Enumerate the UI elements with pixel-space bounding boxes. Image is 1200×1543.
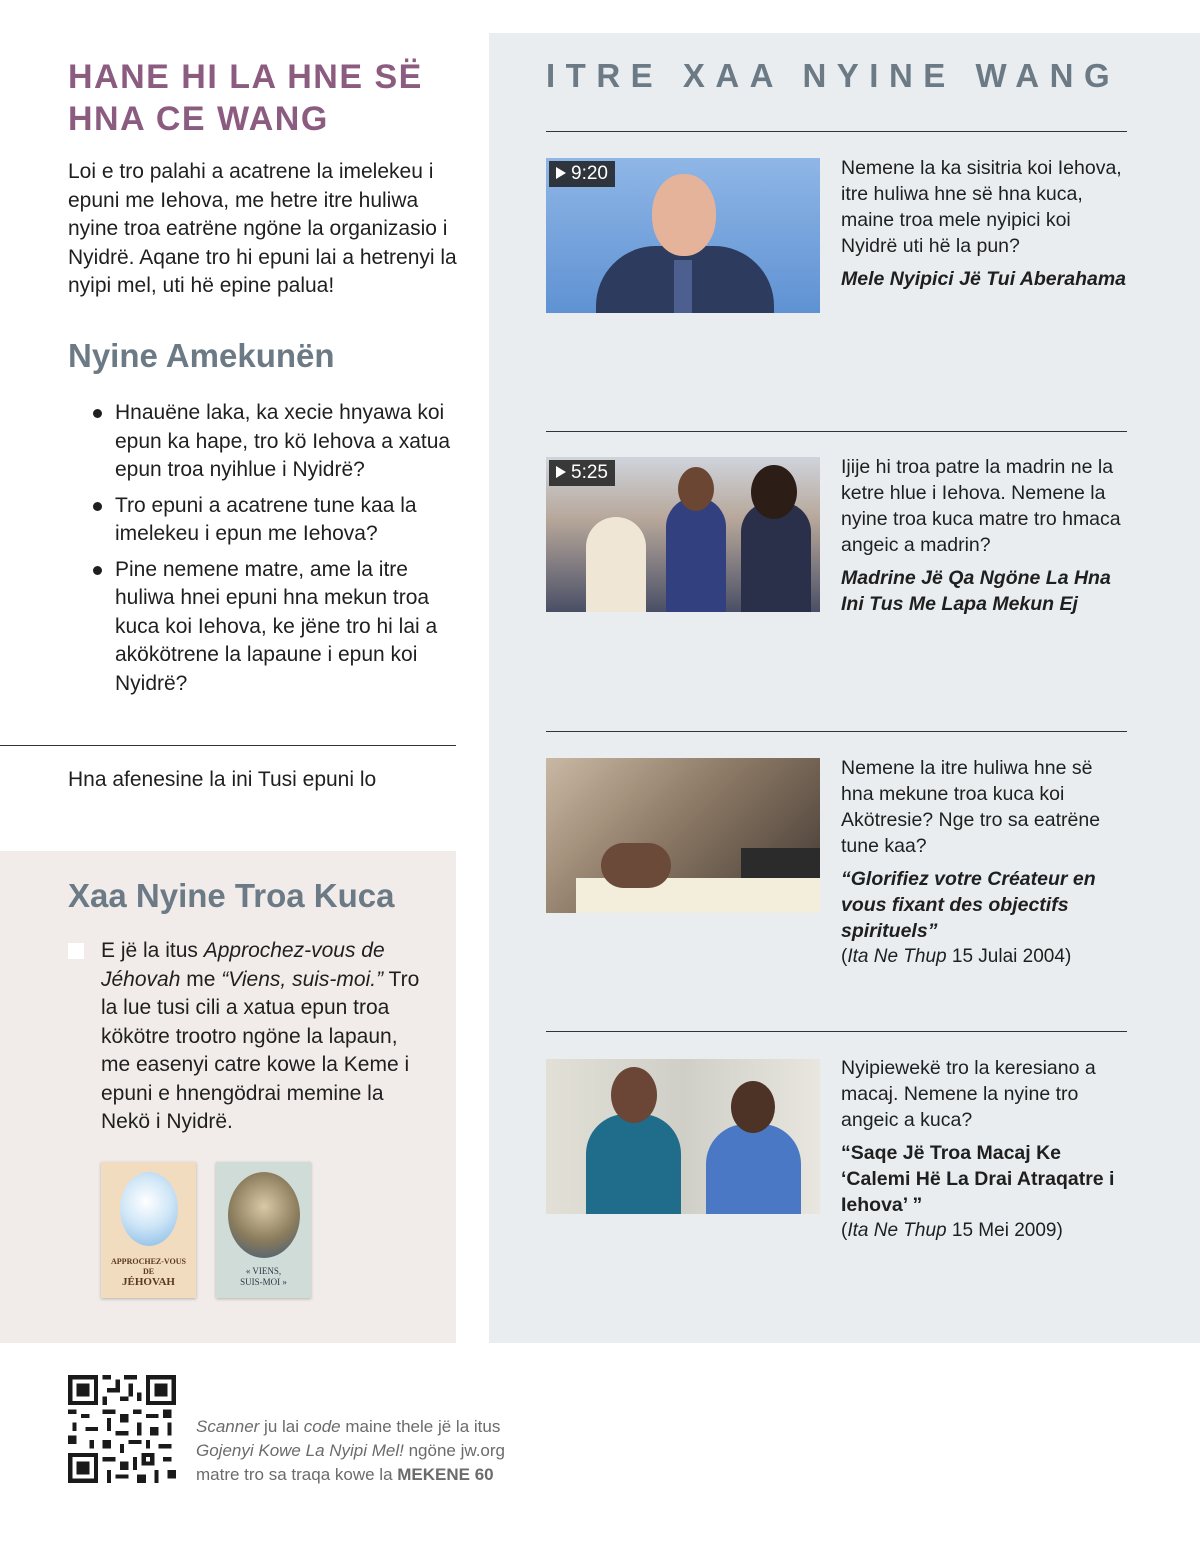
article-image[interactable]	[546, 758, 820, 913]
item-description: Nemene la ka sisitria koi Iehova, itre huliwa hne së hna kuca, maine troa mele nyipici koi Nyidrë uti hë la pun?	[841, 157, 1122, 257]
book-cover-title: APPROCHEZ-VOUS DE JÉHOVAH	[111, 1257, 186, 1288]
article-source: (Ita Ne Thup 15 Julai 2004)	[841, 946, 1072, 967]
video-duration-badge: 9:20	[549, 161, 615, 187]
item-description: Ijije hi troa patre la madrin ne la ketre hlue i Iehova. Nemene la nyine troa kuca matre tro hmaca angeic a madrin?	[841, 456, 1121, 556]
qr-code-icon[interactable]	[68, 1375, 176, 1483]
play-icon	[556, 167, 566, 179]
explore-heading: ITRE XAA NYINE WANG	[546, 57, 1121, 94]
question-list	[92, 399, 458, 705]
lesson-reference: MEKENE 60	[397, 1465, 494, 1484]
item-description: Nyipiewekë tro la keresiano a macaj. Nemene la nyine tro angeic a kuca?	[841, 1057, 1096, 1131]
divider	[546, 431, 1127, 432]
book-title-gojenyi: Gojenyi Kowe La Nyipi Mel!	[196, 1441, 404, 1460]
item-description: Nemene la itre huliwa hne së hna mekune troa kuca koi Akötresie? Nge tro sa eatrëne tune kaa?	[841, 757, 1101, 857]
question-item: Pine nemene matre, ame la itre huliwa hnei epuni hna mekun troa kuca koi Iehova, ke jëne tro hi lai a akökötrene la lapaune i epun koi Nyidrë?	[92, 556, 458, 699]
question-item: Tro epuni a acatrene tune kaa la imelekeu i epun me Iehova?	[92, 492, 458, 549]
cloud-bible-illustration	[120, 1172, 178, 1246]
play-icon	[556, 466, 566, 478]
divider	[546, 731, 1127, 732]
qr-instructions: Scanner ju lai code maine thele jë la itus Gojenyi Kowe La Nyipi Mel! ngöne jw.org matre tro sa traqa kowe la MEKENE 60	[196, 1417, 506, 1484]
article-image[interactable]	[546, 1059, 820, 1214]
book-cover-viens[interactable]	[216, 1162, 311, 1298]
book-title-viens: “Viens, suis-moi.”	[221, 967, 384, 991]
todo-heading: Xaa Nyine Troa Kuca	[68, 877, 395, 914]
video-title-link[interactable]: Madrine Jë Qa Ngöne La Hna Ini Tus Me Lapa Mekun Ej	[841, 567, 1111, 615]
divider	[0, 745, 456, 746]
notes-prompt: Hna afenesine la ini Tusi epuni lo	[68, 768, 377, 791]
page-title: HANE HI LA HNE SË HNA CE WANG	[68, 58, 423, 138]
book-title-approchez: Approchez-vous de Jéhovah	[101, 939, 385, 991]
question-item: Hnauëne laka, ka xecie hnyawa koi epun ka hape, tro kö Iehova a xatua epun troa nyihlue i Nyidrë?	[92, 399, 458, 485]
divider	[546, 1031, 1127, 1032]
article-title-link[interactable]: “Glorifiez votre Créateur en vous fixant des objectifs spirituels”	[841, 868, 1096, 942]
consider-heading: Nyine Amekunën	[68, 337, 335, 374]
video-thumbnail[interactable]	[546, 158, 820, 313]
video-title-link[interactable]: Mele Nyipici Jë Tui Aberahama	[841, 268, 1127, 290]
divider	[546, 131, 1127, 132]
intro-paragraph: Loi e tro palahi a acatrene la imelekeu i epuni me Iehova, me hetre itre huliwa nyine troa eatrëne ngöne la organizasio i Nyidrë. Aqane tro hi epuni lai a hetrenyi la nyipi mel, uti hë epine palua!	[68, 160, 457, 297]
todo-text: E jë la itus Approchez-vous de Jéhovah me “Viens, suis-moi.” Tro la lue tusi cili a xatua epun troa kökötre trootro ngöne la lapaun, me easenyi catre kowe la Keme i epuni e hnengödrai memine la Nekö i Nyidrë.	[101, 939, 420, 1133]
article-source: (Ita Ne Thup 15 Mei 2009)	[841, 1220, 1063, 1241]
book-cover-approchez[interactable]	[101, 1162, 196, 1298]
book-cover-title: « VIENS, SUIS-MOI »	[240, 1266, 287, 1287]
video-duration-badge: 5:25	[549, 460, 615, 486]
video-thumbnail[interactable]	[546, 457, 820, 612]
jesus-illustration	[228, 1172, 300, 1258]
article-title-link[interactable]: “Saqe Jë Troa Macaj Ke ‘Calemi Hë La Drai Atraqatre i Iehova’ ”	[841, 1142, 1115, 1216]
checkbox-icon[interactable]	[68, 943, 84, 959]
